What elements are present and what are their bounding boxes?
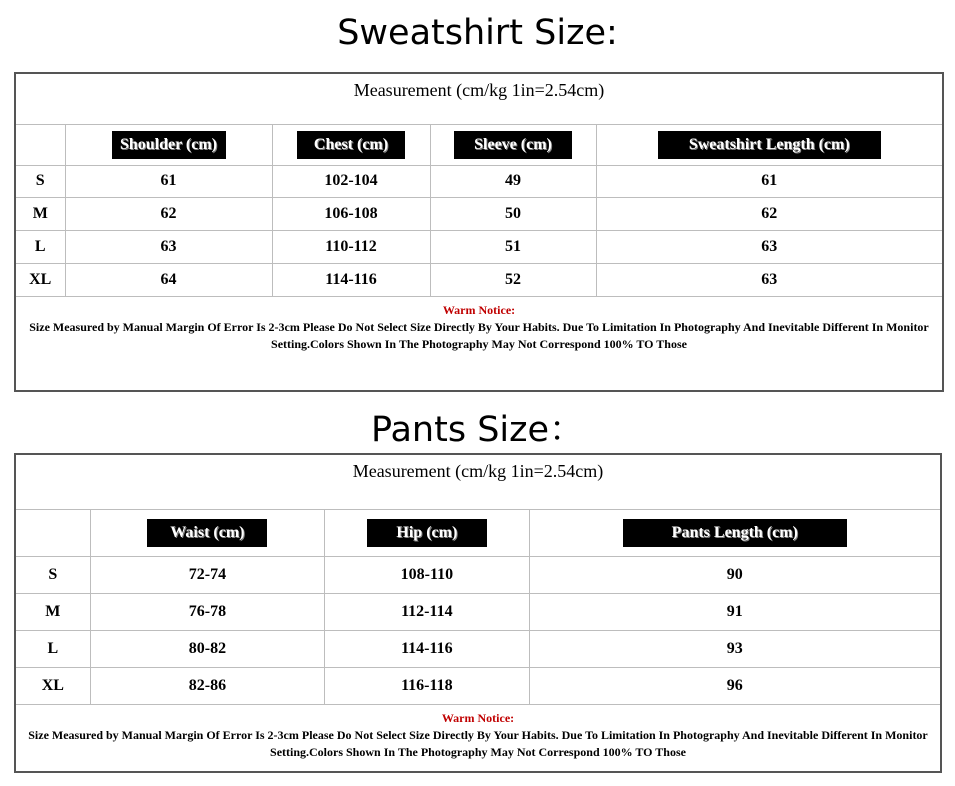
size-cell: XL — [15, 667, 90, 704]
measurement-row — [15, 73, 943, 124]
header-label-chest: Chest (cm) — [297, 131, 405, 159]
value-cell: 96 — [529, 667, 941, 704]
value-cell: 61 — [65, 165, 272, 197]
value-cell: 106-108 — [272, 197, 430, 230]
notice-row — [15, 296, 943, 391]
value-cell: 114-116 — [325, 630, 529, 667]
size-cell: S — [15, 556, 90, 593]
value-cell: 62 — [596, 197, 943, 230]
header-cell-hip — [325, 509, 529, 556]
value-cell: 51 — [430, 230, 596, 263]
measurement-note: Measurement (cm/kg 1in=2.54cm) — [15, 454, 941, 509]
value-cell: 50 — [430, 197, 596, 230]
size-cell: L — [15, 230, 65, 263]
value-cell: 116-118 — [325, 667, 529, 704]
header-label-length: Sweatshirt Length (cm) — [658, 131, 881, 159]
table-row — [15, 197, 943, 230]
header-row — [15, 124, 943, 165]
header-label-sleeve: Sleeve (cm) — [454, 131, 572, 159]
value-cell: 76-78 — [90, 593, 324, 630]
size-cell: S — [15, 165, 65, 197]
corner-cell — [15, 509, 90, 556]
header-cell-length — [596, 124, 943, 165]
value-cell: 82-86 — [90, 667, 324, 704]
sweatshirt-size-title: Sweatshirt Size: — [337, 13, 618, 53]
header-cell-chest — [272, 124, 430, 165]
value-cell: 52 — [430, 263, 596, 296]
value-cell: 62 — [65, 197, 272, 230]
value-cell: 110-112 — [272, 230, 430, 263]
corner-cell — [15, 124, 65, 165]
pants-size-title: Pants Size： — [370, 410, 585, 450]
header-cell-pants-length — [529, 509, 941, 556]
sweatshirt-size-table — [14, 72, 944, 392]
value-cell: 49 — [430, 165, 596, 197]
notice-title: Warm Notice: — [442, 302, 516, 317]
value-cell: 108-110 — [325, 556, 529, 593]
table-row — [15, 165, 943, 197]
measurement-row — [15, 454, 941, 509]
value-cell: 64 — [65, 263, 272, 296]
header-cell-shoulder — [65, 124, 272, 165]
value-cell: 80-82 — [90, 630, 324, 667]
header-cell-sleeve — [430, 124, 596, 165]
value-cell: 63 — [596, 230, 943, 263]
notice-row — [15, 704, 941, 772]
warm-notice — [15, 704, 941, 772]
header-label-hip: Hip (cm) — [367, 519, 487, 547]
size-cell: M — [15, 593, 90, 630]
size-cell: XL — [15, 263, 65, 296]
table-row — [15, 230, 943, 263]
table-row — [15, 263, 943, 296]
pants-size-table — [14, 453, 942, 773]
header-label-pants-length: Pants Length (cm) — [623, 519, 847, 547]
size-cell: M — [15, 197, 65, 230]
measurement-note: Measurement (cm/kg 1in=2.54cm) — [15, 73, 943, 124]
value-cell: 114-116 — [272, 263, 430, 296]
notice-body: Size Measured by Manual Margin Of Error Is 2-3cm Please Do Not Select Size Directly By Your Habits. Due To Limitation In Photography And Inevitable Different In Monitor Setting.Colors Shown In The Photography May Not Correspond 100% TO Those — [28, 727, 928, 759]
value-cell: 102-104 — [272, 165, 430, 197]
value-cell: 93 — [529, 630, 941, 667]
size-cell: L — [15, 630, 90, 667]
header-row — [15, 509, 941, 556]
value-cell: 112-114 — [325, 593, 529, 630]
value-cell: 61 — [596, 165, 943, 197]
notice-body: Size Measured by Manual Margin Of Error Is 2-3cm Please Do Not Select Size Directly By Your Habits. Due To Limitation In Photography And Inevitable Different In Monitor Setting.Colors Shown In The Photography May Not Correspond 100% TO Those — [29, 319, 929, 351]
value-cell: 63 — [65, 230, 272, 263]
notice-title: Warm Notice: — [441, 710, 515, 725]
header-label-waist: Waist (cm) — [147, 519, 267, 547]
warm-notice — [15, 296, 943, 391]
header-label-shoulder: Shoulder (cm) — [112, 131, 226, 159]
value-cell: 91 — [529, 593, 941, 630]
table-row — [15, 667, 941, 704]
value-cell: 72-74 — [90, 556, 324, 593]
value-cell: 63 — [596, 263, 943, 296]
table-row — [15, 593, 941, 630]
table-row — [15, 556, 941, 593]
table-row — [15, 630, 941, 667]
value-cell: 90 — [529, 556, 941, 593]
header-cell-waist — [90, 509, 324, 556]
